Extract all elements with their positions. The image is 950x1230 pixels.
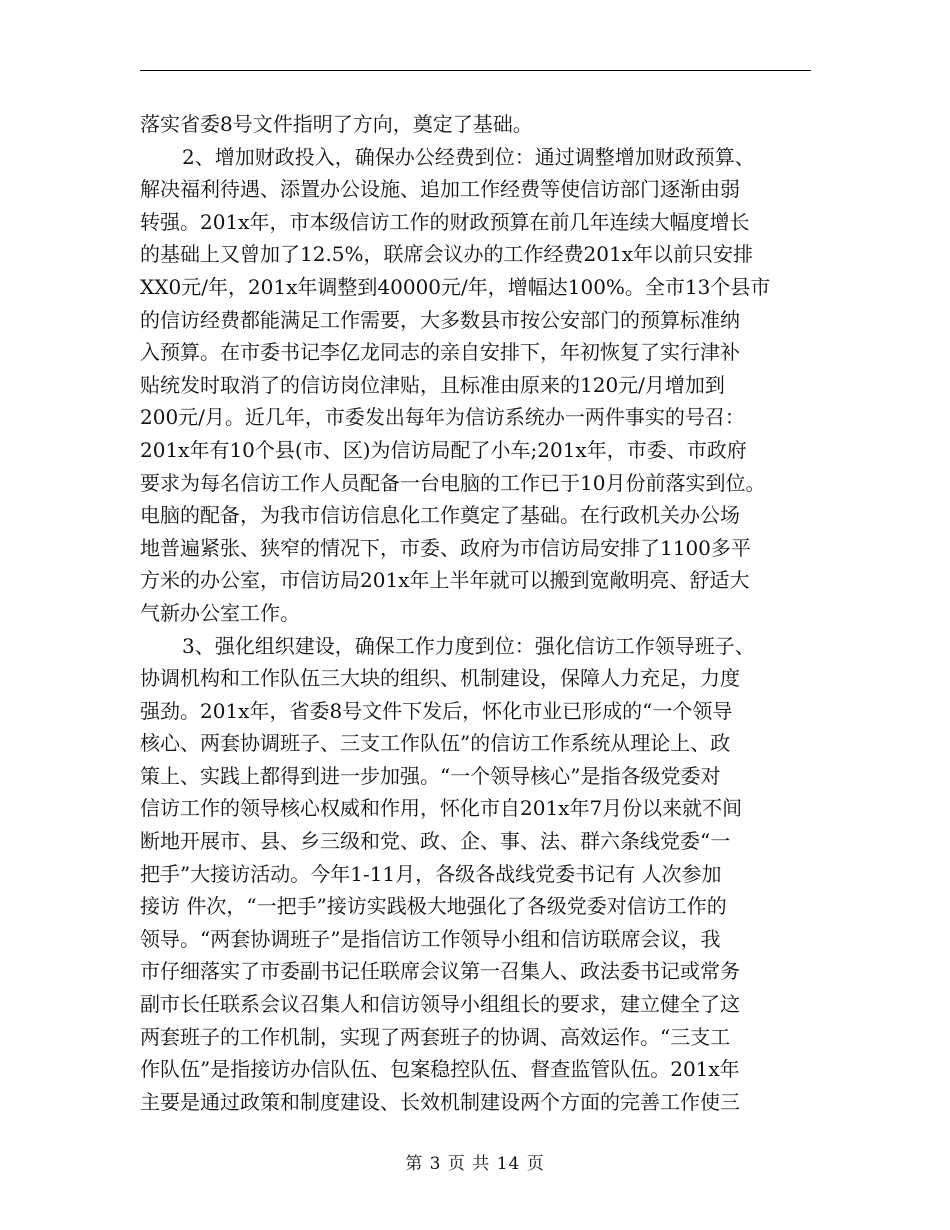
text-line: 地普遍紧张、狭窄的情况下，市委、政府为市信访局安排了1100多平 [140,535,751,560]
text-line: 副市长任联系会议召集人和信访领导小组组长的要求，建立健全了这 [140,992,740,1017]
text-line: 作队伍”是指接访办信队伍、包案稳控队伍、督查监管队伍。201x年 [140,1057,740,1082]
text-line: 气新办公室工作。 [140,600,300,625]
text-line: 电脑的配备，为我市信访信息化工作奠定了基础。在行政机关办公场 [140,503,740,528]
text-line: 协调机构和工作队伍三大块的组织、机制建设，保障人力充足，力度 [140,666,740,691]
text-line: 主要是通过政策和制度建设、长效机制建设两个方面的完善工作使三 [140,1089,740,1114]
text-line: XX0元/年，201x年调整到40000元/年，增幅达100%。全市13个县市 [140,274,771,299]
text-line: 的信访经费都能满足工作需要，大多数县市按公安部门的预算标准纳 [140,307,740,332]
text-line: 核心、两套协调班子、三支工作队伍”的信访工作系统从理论上、政 [140,731,731,756]
text-line: 接访 件次，“一把手”接访实践极大地强化了各级党委对信访工作的 [140,894,727,919]
text-line: 断地开展市、县、乡三级和党、政、企、事、法、群六条线党委“一 [140,829,731,854]
text-line: 解决福利待遇、添置办公设施、追加工作经费等使信访部门逐渐由弱 [140,177,740,202]
text-line: 两套班子的工作机制，实现了两套班子的协调、高效运作。“三支工 [140,1024,731,1049]
text-line: 市仔细落实了市委副书记任联席会议第一召集人、政法委书记或常务 [140,959,740,984]
paragraph-start-line: 2、增加财政投入，确保办公经费到位：通过调整增加财政预算、 [182,144,755,169]
text-line: 的基础上又曾加了12.5%，联席会议办的工作经费201x年以前只安排 [140,242,753,267]
text-line: 强劲。201x年，省委8号文件下发后，怀化市业已形成的“一个领导 [140,698,733,723]
text-line: 策上、实践上都得到进一步加强。“一个领导核心”是指各级党委对 [140,763,721,788]
paragraph-start-line: 3、强化组织建设，确保工作力度到位：强化信访工作领导班子、 [182,633,755,658]
text-line: 贴统发时取消了的信访岗位津贴，且标准由原来的120元/月增加到 [140,372,725,397]
header-rule [140,70,811,71]
text-line: 领导。“两套协调班子”是指信访工作领导小组和信访联席会议，我 [140,926,721,951]
text-line: 要求为每名信访工作人员配备一台电脑的工作已于10月份前落实到位。 [140,470,766,495]
text-line: 入预算。在市委书记李亿龙同志的亲自安排下，年初恢复了实行津补 [140,340,740,365]
text-line: 信访工作的领导核心权威和作用，怀化市自201x年7月份以来就不间 [140,796,743,821]
text-line: 落实省委8号文件指明了方向，奠定了基础。 [140,112,533,136]
page-number-footer: 第 3 页 共 14 页 [405,1154,545,1174]
text-line: 200元/月。近几年，市委发出每年为信访系统办一两件事实的号召： [140,405,745,430]
text-line: 转强。201x年，市本级信访工作的财政预算在前几年连续大幅度增长 [140,209,750,234]
text-line: 201x年有10个县(市、区)为信访局配了小车;201x年，市委、市政府 [140,437,747,462]
text-line: 方米的办公室，市信访局201x年上半年就可以搬到宽敞明亮、舒适大 [140,568,750,593]
body-text [140,108,816,1118]
text-line: 把手”大接访活动。今年1-11月，各级各战线党委书记有 人次参加 [140,861,722,886]
